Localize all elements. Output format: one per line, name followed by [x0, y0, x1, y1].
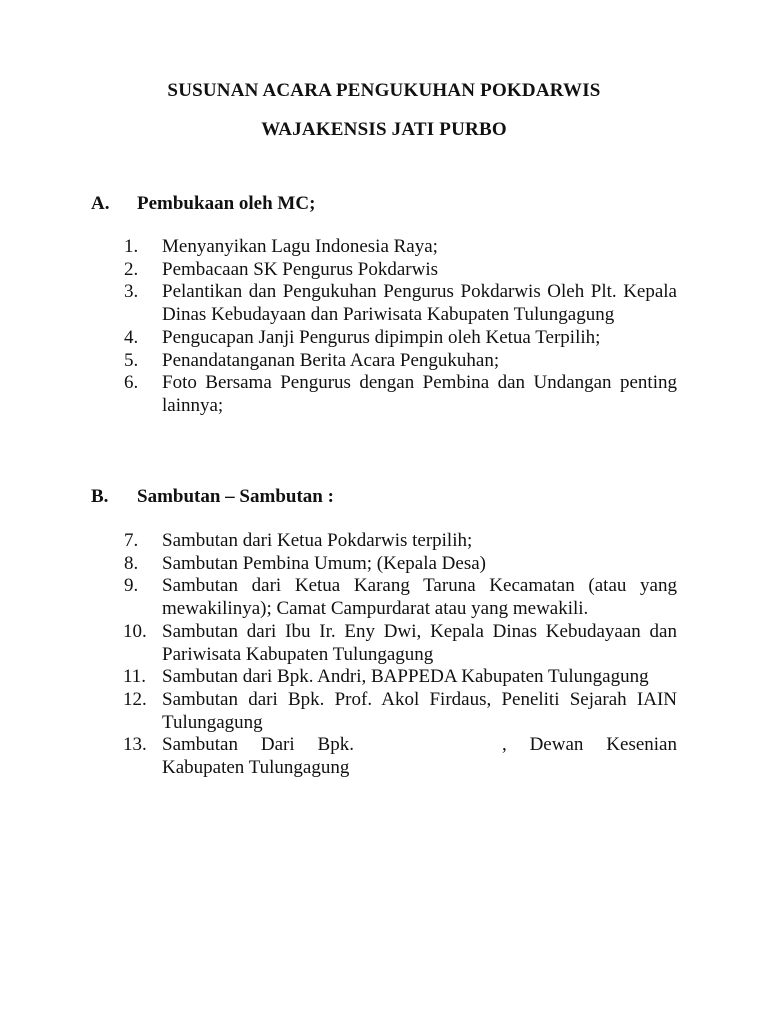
section-b-title: Sambutan – Sambutan : — [137, 486, 334, 507]
item-text: Sambutan dari Bpk. Prof. Akol Firdaus, Peneliti Sejarah IAIN Tulungagung — [162, 688, 677, 733]
section-a-title: Pembukaan oleh MC; — [137, 193, 316, 214]
item-number: 2. — [124, 258, 139, 280]
section-a-heading — [91, 193, 315, 215]
item-text: Pelantikan dan Pengukuhan Pengurus Pokdarwis Oleh Plt. Kepala Dinas Kebudayaan dan Pariwisata Kabupaten Tulungagung — [162, 281, 677, 326]
list-item — [124, 259, 677, 282]
item-text: Pembacaan SK Pengurus Pokdarwis — [162, 258, 438, 280]
list-item — [124, 553, 677, 576]
item-number: 1. — [124, 236, 139, 257]
list-item — [124, 327, 677, 350]
item-number: 11. — [123, 666, 147, 688]
item-text-before-blank: Sambutan Dari Bpk. — [162, 734, 354, 756]
list-item — [124, 236, 677, 259]
item-number: 8. — [124, 552, 139, 574]
item-number: 9. — [124, 575, 139, 597]
item-number: 4. — [124, 326, 139, 348]
item-text: Penandatanganan Berita Acara Pengukuhan; — [162, 349, 500, 371]
item-number: 6. — [124, 372, 139, 394]
list-item — [124, 350, 677, 373]
section-b-list — [124, 530, 677, 780]
list-item — [124, 281, 677, 326]
item-number: 10. — [123, 620, 147, 642]
item-text: Menyanyikan Lagu Indonesia Raya; — [162, 236, 438, 257]
section-b-letter: B. — [91, 486, 109, 507]
item-number: 5. — [124, 349, 139, 371]
item-number: 3. — [124, 281, 139, 303]
item-text: Pengucapan Janji Pengurus dipimpin oleh Ketua Terpilih; — [162, 326, 601, 348]
item-text-after-blank: , Dewan Kesenian Kabupaten Tulungagung — [162, 734, 677, 779]
item-text: Sambutan dari Ketua Karang Taruna Kecamatan (atau yang mewakilinya); Camat Campurdarat atau yang mewakili. — [162, 575, 677, 620]
document-title: SUSUNAN ACARA PENGUKUHAN POKDARWIS — [167, 80, 601, 101]
item-text: Foto Bersama Pengurus dengan Pembina dan Undangan penting lainnya; — [162, 372, 677, 416]
document-subtitle: WAJAKENSIS JATI PURBO — [261, 119, 507, 140]
list-item — [124, 530, 677, 553]
section-a-list — [124, 236, 677, 418]
item-text: Sambutan dari Ibu Ir. Eny Dwi, Kepala Dinas Kebudayaan dan Pariwisata Kabupaten Tulungagung — [162, 620, 677, 665]
item-text: Sambutan dari Bpk. Andri, BAPPEDA Kabupaten Tulungagung — [162, 666, 649, 688]
section-a-letter: A. — [91, 193, 110, 214]
list-item — [124, 575, 677, 620]
item-number: 12. — [123, 688, 147, 710]
list-item — [124, 689, 677, 734]
section-b-heading — [91, 486, 334, 508]
list-item — [124, 621, 677, 666]
item-text: Sambutan Pembina Umum; (Kepala Desa) — [162, 552, 486, 574]
item-number: 13. — [123, 734, 147, 756]
list-item — [124, 734, 677, 779]
list-item — [124, 372, 677, 417]
item-number: 7. — [124, 530, 139, 551]
list-item — [124, 666, 677, 689]
item-text: Sambutan dari Ketua Pokdarwis terpilih; — [162, 530, 473, 551]
